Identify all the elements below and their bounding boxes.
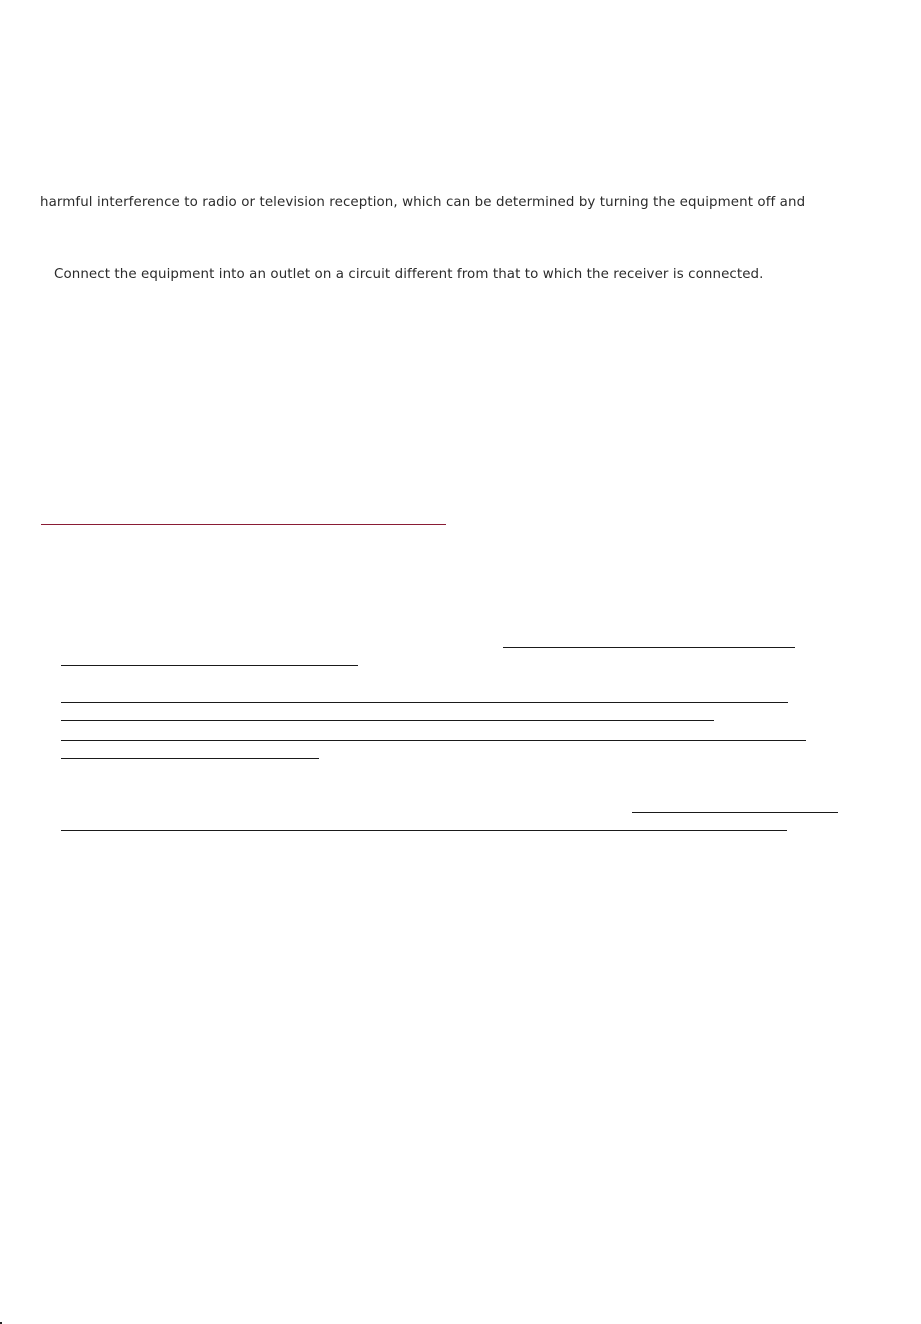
interference-text-line: harmful interference to radio or television reception, which can be determined by turning the equipment off and bbox=[40, 195, 806, 210]
underline-rule-3 bbox=[61, 702, 788, 703]
underline-rule-5 bbox=[61, 740, 806, 741]
underline-rule-8 bbox=[61, 830, 787, 831]
underline-rule-4 bbox=[61, 720, 714, 721]
section-underline-rule bbox=[41, 524, 446, 525]
underline-rule-6 bbox=[61, 758, 319, 759]
underline-rule-7 bbox=[632, 812, 838, 813]
underline-rule-2 bbox=[61, 665, 358, 666]
underline-rule-1 bbox=[503, 647, 795, 648]
outlet-instruction-line: Connect the equipment into an outlet on a circuit different from that to which the receiver is connected. bbox=[54, 267, 764, 282]
